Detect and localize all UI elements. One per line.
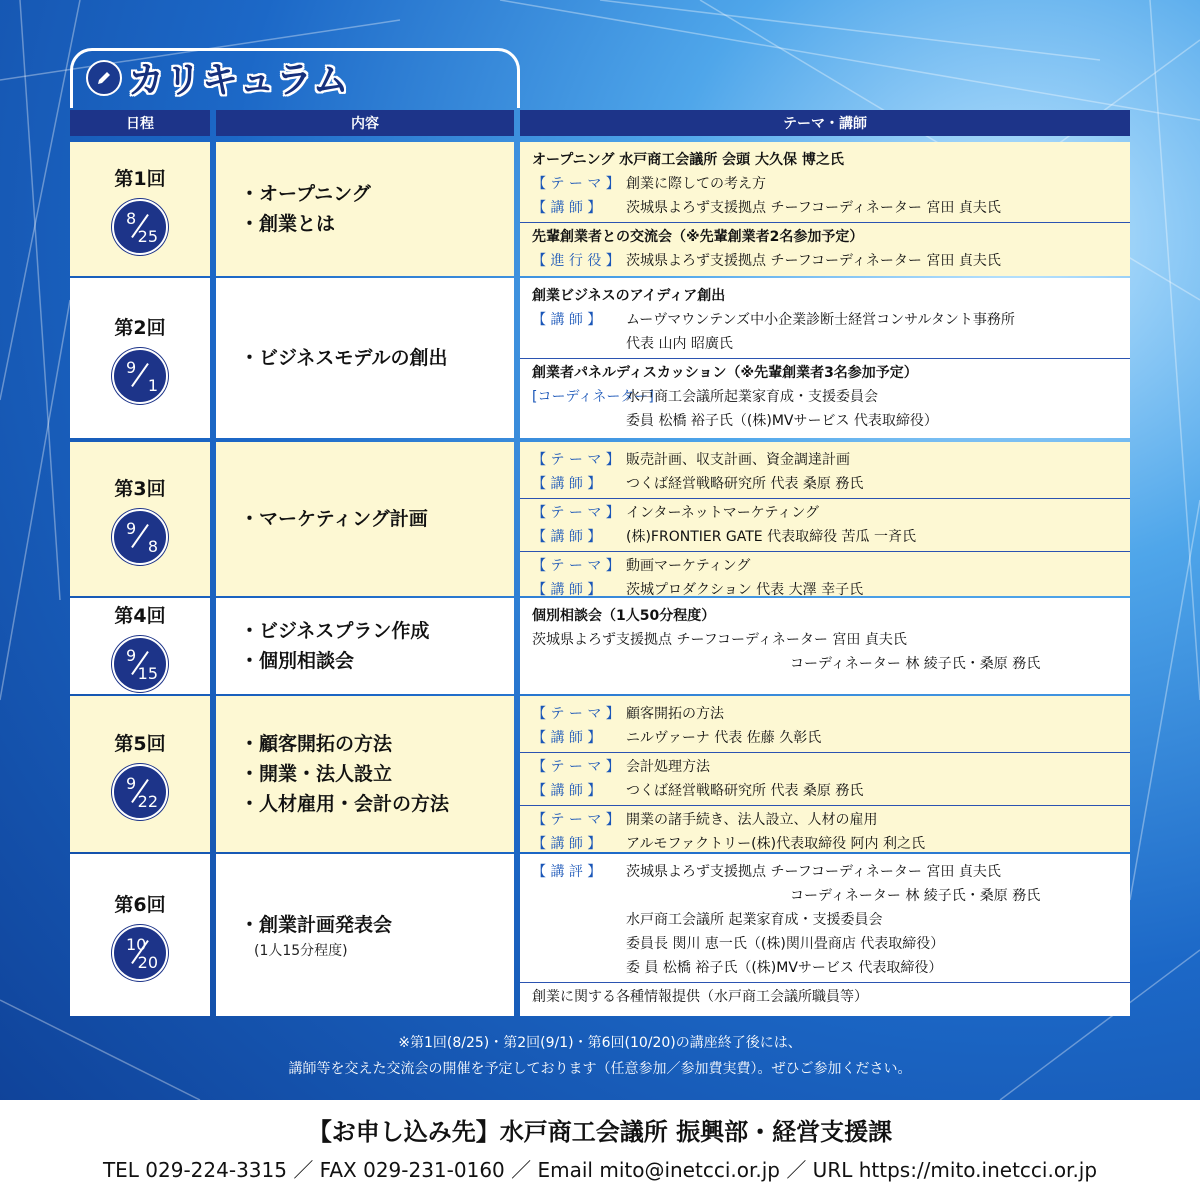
role-text: 販売計画、収支計画、資金調達計画 bbox=[626, 452, 850, 468]
page-title: カリキュラム bbox=[128, 60, 350, 101]
content-item: ・ビジネスプラン作成 bbox=[240, 620, 430, 642]
role-text: 会計処理方法 bbox=[626, 759, 710, 775]
theme-line bbox=[532, 604, 1118, 628]
role-tag: 【 講 評 】 bbox=[532, 864, 602, 880]
session-theme-cell bbox=[520, 142, 1130, 276]
theme-line bbox=[532, 409, 1118, 433]
role-text: (株)FRONTIER GATE 代表取締役 苦瓜 一斉氏 bbox=[626, 529, 916, 545]
theme-line bbox=[532, 832, 1118, 856]
header-content: 内容 bbox=[216, 110, 514, 136]
session-content-cell bbox=[216, 854, 514, 1016]
content-item: ・ビジネスモデルの創出 bbox=[240, 347, 448, 369]
theme-line bbox=[532, 501, 1118, 525]
session-label: 第3回 bbox=[114, 477, 166, 500]
content-item: ・顧客開拓の方法 bbox=[240, 733, 393, 755]
contact-info: TEL 029-224-3315 ／ FAX 029-231-0160 ／ Email mito@inetcci.or.jp ／ URL https://mito.inetcci.or.jp bbox=[102, 1158, 1098, 1182]
session-content-cell bbox=[216, 142, 514, 276]
session-day-cell bbox=[70, 142, 210, 276]
block-divider bbox=[520, 982, 1130, 983]
line-text: 創業者パネルディスカッション（※先輩創業者3名参加予定） bbox=[532, 365, 918, 381]
line-text: 代表 山内 昭廣氏 bbox=[626, 336, 733, 352]
theme-line bbox=[532, 985, 1118, 1009]
session-content-cell bbox=[216, 598, 514, 694]
content-item: ・マーケティング計画 bbox=[240, 508, 428, 530]
date-badge bbox=[112, 925, 168, 981]
date-day: 20 bbox=[137, 952, 158, 972]
line-text: 委 員 松橋 裕子氏（(株)MVサービス 代表取締役） bbox=[626, 960, 943, 976]
role-text: ムーヴマウンテンズ中小企業診断士経営コンサルタント事務所 bbox=[626, 312, 1015, 328]
session-label: 第1回 bbox=[114, 167, 166, 190]
role-tag: 【 講 師 】 bbox=[532, 312, 602, 328]
theme-line bbox=[532, 472, 1118, 496]
role-text: 茨城県よろず支援拠点 チーフコーディネーター 宮田 貞夫氏 bbox=[626, 864, 1001, 880]
theme-line bbox=[532, 755, 1118, 779]
theme-line bbox=[532, 808, 1118, 832]
role-tag: 【 講 師 】 bbox=[532, 529, 602, 545]
session-day-cell bbox=[70, 696, 210, 852]
role-text: 茨城県よろず支援拠点 チーフコーディネーター 宮田 貞夫氏 bbox=[626, 253, 1001, 269]
session-content-cell bbox=[216, 442, 514, 596]
role-tag: 【 テ ー マ 】 bbox=[532, 505, 620, 521]
date-day: 15 bbox=[137, 663, 158, 683]
line-text: 水戸商工会議所 起業家育成・支援委員会 bbox=[626, 912, 883, 928]
role-tag: 【 講 師 】 bbox=[532, 783, 602, 799]
theme-line bbox=[532, 308, 1118, 332]
content-item: ・創業計画発表会 bbox=[240, 914, 393, 936]
theme-line bbox=[532, 884, 1118, 908]
theme-line bbox=[532, 196, 1118, 220]
date-day: 1 bbox=[147, 375, 158, 395]
theme-line bbox=[532, 932, 1118, 956]
block-divider bbox=[520, 752, 1130, 753]
line-text: 先輩創業者との交流会（※先輩創業者2名参加予定） bbox=[532, 229, 864, 245]
theme-line bbox=[532, 628, 1118, 652]
content-item: ・人材雇用・会計の方法 bbox=[240, 793, 450, 815]
session-theme-cell bbox=[520, 278, 1130, 438]
role-tag: 【 テ ー マ 】 bbox=[532, 176, 620, 192]
footnote bbox=[0, 1030, 1200, 1082]
session-theme-cell bbox=[520, 442, 1130, 596]
theme-line bbox=[532, 702, 1118, 726]
block-divider bbox=[520, 358, 1130, 359]
date-day: 8 bbox=[147, 536, 158, 556]
role-text: ニルヴァーナ 代表 佐藤 久彰氏 bbox=[626, 730, 822, 746]
content-item: ・オープニング bbox=[240, 183, 371, 205]
date-month: 9 bbox=[126, 357, 137, 377]
theme-line bbox=[532, 172, 1118, 196]
content-note: (1人15分程度) bbox=[254, 943, 348, 959]
role-text: 動画マーケティング bbox=[626, 558, 751, 574]
date-day: 22 bbox=[137, 791, 158, 811]
role-tag: 【 講 師 】 bbox=[532, 836, 602, 852]
role-tag: 【 進 行 役 】 bbox=[532, 253, 620, 269]
role-tag: 【 講 師 】 bbox=[532, 582, 602, 598]
theme-line bbox=[532, 554, 1118, 578]
theme-line bbox=[532, 249, 1118, 273]
role-tag: 【 テ ー マ 】 bbox=[532, 706, 620, 722]
role-text: 水戸商工会議所起業家育成・支援委員会 bbox=[626, 389, 878, 405]
role-tag: 【 講 師 】 bbox=[532, 730, 602, 746]
session-theme-cell bbox=[520, 598, 1130, 694]
session-label: 第4回 bbox=[114, 604, 166, 627]
role-tag: 【 テ ー マ 】 bbox=[532, 812, 620, 828]
date-badge bbox=[112, 636, 168, 692]
date-badge bbox=[112, 348, 168, 404]
role-tag: 【 テ ー マ 】 bbox=[532, 759, 620, 775]
line-text: 個別相談会（1人50分程度） bbox=[532, 608, 716, 624]
footnote-line: 講師等を交えた交流会の開催を予定しております（任意参加／参加費実費）。ぜひご参加ください。 bbox=[288, 1061, 912, 1077]
date-badge bbox=[112, 199, 168, 255]
date-badge bbox=[112, 764, 168, 820]
session-content-cell bbox=[216, 696, 514, 852]
header-day: 日程 bbox=[70, 110, 210, 136]
role-text: 開業の諸手続き、法人設立、人材の雇用 bbox=[626, 812, 878, 828]
session-label: 第6回 bbox=[114, 893, 166, 916]
theme-line bbox=[532, 779, 1118, 803]
theme-line bbox=[532, 726, 1118, 750]
theme-line bbox=[532, 332, 1118, 356]
role-tag: 【 テ ー マ 】 bbox=[532, 452, 620, 468]
content-item: ・創業とは bbox=[240, 213, 336, 235]
role-text: 茨城県よろず支援拠点 チーフコーディネーター 宮田 貞夫氏 bbox=[626, 200, 1001, 216]
theme-line bbox=[532, 860, 1118, 884]
theme-line bbox=[532, 908, 1118, 932]
theme-line bbox=[532, 448, 1118, 472]
session-day-cell bbox=[70, 278, 210, 438]
session-day-cell bbox=[70, 854, 210, 1016]
content-item: ・開業・法人設立 bbox=[240, 763, 393, 785]
line-text: 創業に関する各種情報提供（水戸商工会議所職員等） bbox=[532, 989, 868, 1005]
footnote-line: ※第1回(8/25)・第2回(9/1)・第6回(10/20)の講座終了後には、 bbox=[398, 1035, 802, 1051]
role-text: 創業に際しての考え方 bbox=[626, 176, 766, 192]
role-tag: 【 講 師 】 bbox=[532, 476, 602, 492]
role-text: アルモファクトリー(株)代表取締役 阿内 利之氏 bbox=[626, 836, 925, 852]
role-text: つくば経営戦略研究所 代表 桑原 務氏 bbox=[626, 476, 864, 492]
block-divider bbox=[520, 498, 1130, 499]
block-divider bbox=[520, 222, 1130, 223]
date-month: 9 bbox=[126, 518, 137, 538]
session-day-cell bbox=[70, 598, 210, 694]
theme-line bbox=[532, 148, 1118, 172]
content-item: ・個別相談会 bbox=[240, 650, 355, 672]
theme-line bbox=[532, 525, 1118, 549]
session-content-cell bbox=[216, 278, 514, 438]
session-label: 第2回 bbox=[114, 316, 166, 339]
theme-line bbox=[532, 225, 1118, 249]
line-text: 創業ビジネスのアイディア創出 bbox=[532, 288, 726, 304]
session-theme-cell bbox=[520, 696, 1130, 852]
footer bbox=[0, 1100, 1200, 1188]
theme-line bbox=[532, 284, 1118, 308]
block-divider bbox=[520, 805, 1130, 806]
date-month: 10 bbox=[126, 934, 147, 954]
role-text: 顧客開拓の方法 bbox=[626, 706, 724, 722]
line-text: 委員長 関川 恵一氏（(株)関川畳商店 代表取締役） bbox=[626, 936, 945, 952]
line-text: コーディネーター 林 綾子氏・桑原 務氏 bbox=[790, 656, 1041, 672]
theme-line bbox=[532, 956, 1118, 980]
line-text: オープニング 水戸商工会議所 会頭 大久保 博之氏 bbox=[532, 152, 844, 168]
session-day-cell bbox=[70, 442, 210, 596]
session-theme-cell bbox=[520, 854, 1130, 1016]
role-text: インターネットマーケティング bbox=[626, 505, 820, 521]
role-tag: [コーディネーター] bbox=[532, 389, 654, 405]
role-tag: 【 テ ー マ 】 bbox=[532, 558, 620, 574]
date-badge bbox=[112, 509, 168, 565]
date-month: 9 bbox=[126, 645, 137, 665]
block-divider bbox=[520, 551, 1130, 552]
theme-line bbox=[532, 652, 1118, 676]
date-day: 25 bbox=[137, 226, 158, 246]
role-tag: 【 講 師 】 bbox=[532, 200, 602, 216]
role-text: つくば経営戦略研究所 代表 桑原 務氏 bbox=[626, 783, 864, 799]
pencil-icon bbox=[86, 60, 122, 96]
header-theme: テーマ・講師 bbox=[520, 110, 1130, 136]
role-text: 茨城プロダクション 代表 大澤 幸子氏 bbox=[626, 582, 864, 598]
theme-line bbox=[532, 361, 1118, 385]
line-text: 茨城県よろず支援拠点 チーフコーディネーター 宮田 貞夫氏 bbox=[532, 632, 907, 648]
date-month: 8 bbox=[126, 208, 137, 228]
line-text: 委員 松橋 裕子氏（(株)MVサービス 代表取締役） bbox=[626, 413, 938, 429]
session-label: 第5回 bbox=[114, 732, 166, 755]
line-text: コーディネーター 林 綾子氏・桑原 務氏 bbox=[790, 888, 1041, 904]
theme-line bbox=[532, 385, 1118, 409]
date-month: 9 bbox=[126, 773, 137, 793]
apply-heading: 【お申し込み先】水戸商工会議所 振興部・経営支援課 bbox=[307, 1118, 893, 1146]
